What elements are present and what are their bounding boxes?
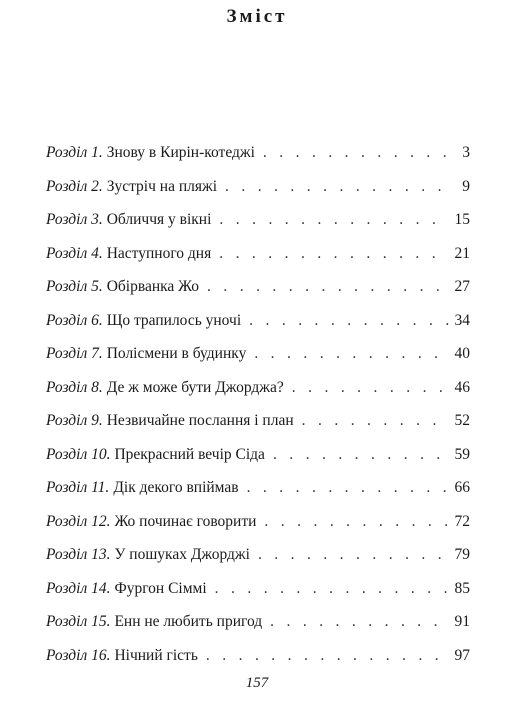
dot-leader	[292, 376, 449, 400]
table-of-contents	[46, 141, 470, 677]
dot-leader	[219, 242, 448, 266]
toc-entry	[46, 644, 470, 678]
toc-entry	[46, 543, 470, 577]
chapter-number: Розділ 5.	[46, 278, 103, 295]
chapter-title: Дік декого впіймав	[113, 479, 239, 496]
chapter-page-number: 66	[454, 479, 470, 496]
dot-leader	[207, 275, 448, 299]
chapter-page-number: 46	[454, 378, 470, 396]
toc-entry	[46, 275, 470, 309]
chapter-title: Незвичайне послання і план	[106, 412, 294, 429]
toc-entry	[46, 309, 470, 343]
chapter-title: Де ж може бути Джорджа?	[106, 378, 284, 396]
chapter-number: Розділ 3.	[46, 211, 103, 228]
chapter-number: Розділ 7.	[46, 345, 103, 362]
chapter-number: Розділ 16.	[46, 646, 111, 664]
toc-entry	[46, 208, 470, 242]
dot-leader	[225, 175, 450, 199]
dot-leader	[206, 644, 449, 668]
chapter-page-number: 97	[454, 646, 470, 664]
chapter-number: Розділ 13.	[46, 546, 111, 563]
chapter-title: Фургон Сіммі	[114, 579, 207, 597]
toc-entry	[46, 141, 470, 175]
dot-leader	[273, 443, 449, 467]
chapter-page-number: 15	[454, 211, 470, 228]
chapter-page-number: 3	[462, 144, 470, 161]
page-title: Зміст	[226, 6, 288, 27]
dot-leader	[215, 577, 449, 601]
chapter-number: Розділ 10.	[46, 445, 111, 463]
toc-entry	[46, 443, 470, 477]
toc-entry	[46, 242, 470, 276]
chapter-number: Розділ 6.	[46, 311, 103, 329]
dot-leader	[270, 610, 448, 634]
dot-leader	[302, 409, 449, 433]
toc-entry	[46, 577, 470, 611]
chapter-title: Прекрасний вечір Сіда	[114, 445, 265, 463]
toc-entry	[46, 175, 470, 209]
chapter-title: Обірванка Жо	[106, 278, 200, 295]
toc-entry	[46, 409, 470, 443]
chapter-number: Розділ 2.	[46, 177, 103, 195]
toc-entry	[46, 376, 470, 410]
dot-leader	[264, 510, 448, 534]
chapter-title: У пошуках Джорджі	[114, 546, 250, 563]
toc-entry	[46, 510, 470, 544]
chapter-page-number: 52	[454, 412, 470, 429]
chapter-number: Розділ 11.	[46, 479, 110, 496]
toc-entry	[46, 476, 470, 510]
chapter-title: Жо починає говорити	[114, 512, 257, 530]
chapter-number: Розділ 4.	[46, 244, 103, 262]
chapter-title: Полісмени в будинку	[106, 345, 247, 362]
chapter-page-number: 9	[462, 177, 470, 195]
chapter-page-number: 91	[454, 613, 470, 630]
dot-leader	[219, 208, 448, 232]
chapter-page-number: 27	[454, 278, 470, 295]
page-number: 157	[245, 675, 269, 691]
toc-entry	[46, 610, 470, 644]
chapter-title: Нічний гість	[114, 646, 198, 664]
dot-leader	[254, 342, 448, 366]
chapter-title: Що трапилось уночі	[106, 311, 242, 329]
dot-leader	[263, 141, 450, 165]
chapter-number: Розділ 15.	[46, 613, 111, 630]
dot-leader	[247, 476, 449, 500]
dot-leader	[258, 543, 449, 567]
chapter-page-number: 79	[454, 546, 470, 563]
chapter-page-number: 34	[454, 311, 470, 329]
chapter-title: Енн не любить пригод	[114, 613, 263, 630]
dot-leader	[249, 309, 448, 333]
chapter-title: Зустріч на пляжі	[106, 177, 218, 195]
chapter-number: Розділ 1.	[46, 144, 103, 161]
chapter-page-number: 59	[454, 445, 470, 463]
chapter-number: Розділ 9.	[46, 412, 103, 429]
chapter-page-number: 72	[454, 512, 470, 530]
toc-entry	[46, 342, 470, 376]
chapter-number: Розділ 14.	[46, 579, 111, 597]
chapter-number: Розділ 12.	[46, 512, 111, 530]
chapter-title: Наступного дня	[106, 244, 212, 262]
chapter-title: Знову в Кирін-котеджі	[106, 144, 255, 161]
chapter-page-number: 85	[454, 579, 470, 597]
chapter-title: Обличчя у вікні	[106, 211, 212, 228]
chapter-page-number: 40	[454, 345, 470, 362]
chapter-number: Розділ 8.	[46, 378, 103, 396]
chapter-page-number: 21	[454, 244, 470, 262]
